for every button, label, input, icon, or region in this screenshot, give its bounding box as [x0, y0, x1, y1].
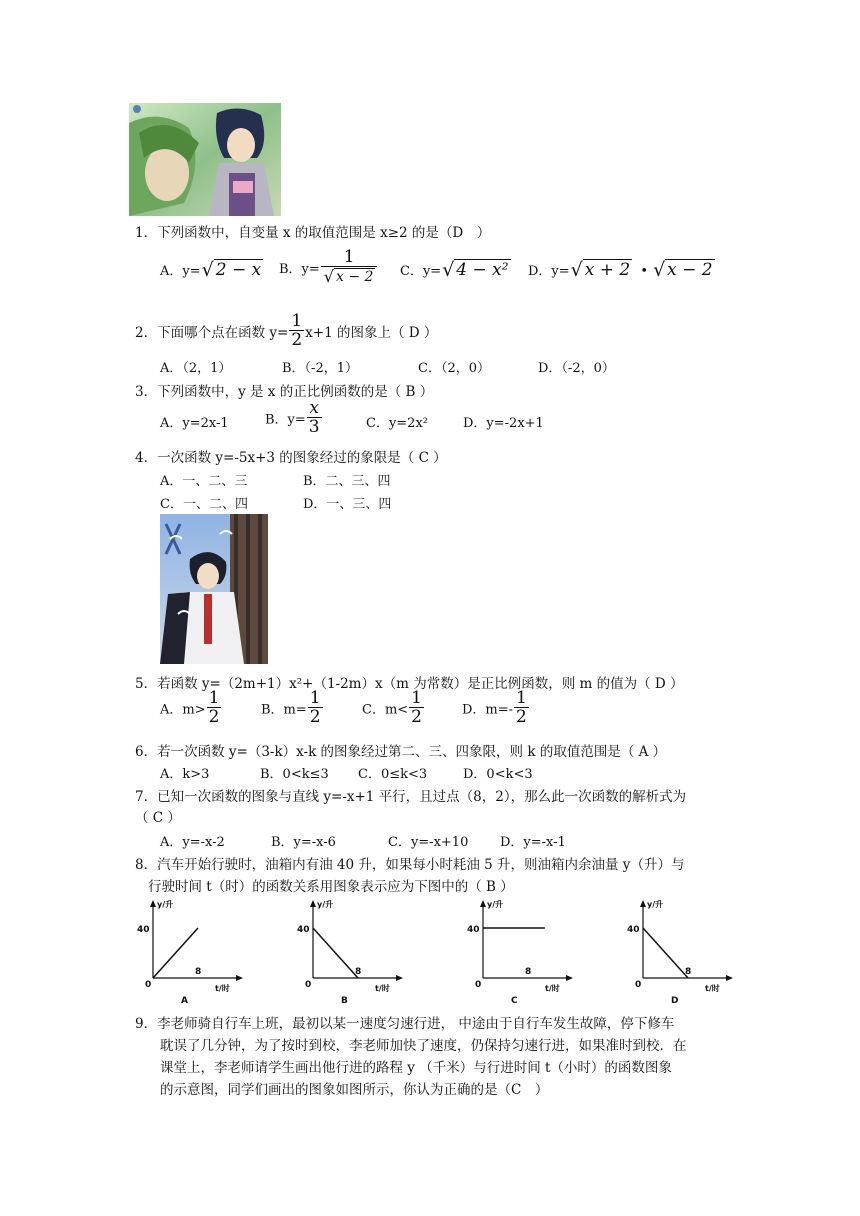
graph-D-x-arrow: [726, 975, 733, 981]
q7-option-a: A．y=-x-2: [160, 835, 225, 850]
anime-illustration-2: [160, 514, 268, 664]
q6-option-c: C．0≤k<3: [358, 767, 428, 782]
graph-B-x-arrow: [396, 975, 403, 981]
q2-option-b: B．（-2，1）: [282, 361, 358, 376]
q1-option-d: D．y=√ x + 2 • √ x − 2: [528, 259, 713, 281]
graph-B-origin: 0: [305, 980, 312, 990]
question-2: 2．下面哪个点在函数 y= $\frac{1}{2}$ x+1 的图象上（ D ）: [135, 311, 438, 350]
question-5: 5．若函数 y=（2m+1）x²+（1-2m）x（m 为常数）是正比例函数，则 m 的值为（ D ）: [135, 676, 684, 692]
q5-option-a: A．m> $\frac{1}{2}$: [160, 688, 220, 727]
graph-A-line: [153, 928, 198, 978]
question-8-line-2: 行驶时间 t（时）的函数关系用图象表示应为下图中的（ B ）: [148, 879, 514, 895]
graph-B-y-arrow: [310, 900, 316, 907]
graph-D-line: [643, 928, 688, 978]
q3-option-c: C．y=2x²: [366, 416, 428, 431]
question-9-line-1: 9．李老师骑自行车上班，最初以某一速度匀速行进， 中途由于自行车发生故障，停下修车: [135, 1016, 675, 1032]
graph-C-panel-label: C: [511, 996, 518, 1006]
graph-B-x-label: t/时: [375, 984, 390, 993]
graph-C-x-tick: 8: [525, 967, 532, 977]
graph-B-y-label: y/升: [317, 900, 334, 909]
q2-option-d: D．（-2，0）: [538, 361, 615, 376]
question-6: 6．若一次函数 y=（3-k）x-k 的图象经过第二、三、四象限，则 k 的取值范围是（ A ）: [135, 744, 667, 760]
graph-D-panel-label: D: [671, 996, 679, 1006]
graph-A-y-label: y/升: [157, 900, 174, 909]
q1-option-b: B．y= $\frac{1}{√ x - 2}$: [279, 249, 378, 286]
anime-illustration-1: [129, 103, 281, 216]
q3-option-d: D．y=-2x+1: [463, 416, 544, 431]
graph-B-line: [313, 928, 358, 978]
q3-option-b: B．y= $\frac{x}{3}$: [265, 398, 320, 437]
q5-option-c: C．m< $\frac{1}{2}$: [362, 688, 422, 727]
graph-B-x-tick: 8: [355, 967, 362, 977]
q5-option-d: D．m=- $\frac{1}{2}$: [462, 688, 527, 727]
q4-option-c: C．一、二、四: [160, 497, 248, 512]
q3-option-a: A．y=2x-1: [160, 416, 229, 431]
question-9-line-3: 课堂上，李老师请学生画出他行进的路程 y （千米）与行进时间 t（小时）的函数图象: [160, 1060, 672, 1076]
graph-A-x-arrow: [236, 975, 243, 981]
question-7-line-2: （ C ）: [135, 810, 181, 826]
q4-option-d: D．一、三、四: [303, 497, 392, 512]
graph-C-y-label: y/升: [487, 900, 504, 909]
q7-option-d: D．y=-x-1: [500, 835, 566, 850]
graph-C-origin: 0: [475, 980, 482, 990]
graph-C-x-label: t/时: [545, 984, 560, 993]
graph-A-x-tick: 8: [195, 967, 202, 977]
graph-C-y-arrow: [480, 900, 486, 907]
question-3: 3．下列函数中，y 是 x 的正比例函数的是（ B ）: [135, 384, 434, 400]
question-1: 1．下列函数中，自变量 x 的取值范围是 x≥2 的是（D ）: [135, 225, 491, 241]
graph-A-y-tick: 40: [137, 925, 150, 935]
question-7-line-1: 7．已知一次函数的图象与直线 y=-x+1 平行，且过点（8，2），那么此一次函数的解析式为: [135, 789, 687, 805]
question-9-line-4: 的示意图，同学们画出的图象如图所示，你认为正确的是（C ）: [160, 1082, 549, 1098]
q7-option-b: B．y=-x-6: [271, 835, 336, 850]
q7-option-c: C．y=-x+10: [388, 835, 469, 850]
graph-D-y-tick: 40: [627, 925, 640, 935]
graph-A-origin: 0: [145, 980, 152, 990]
graph-D-y-label: y/升: [647, 900, 664, 909]
graph-C-x-arrow: [566, 975, 573, 981]
q1-option-a: A．y=√ 2 − x: [160, 259, 262, 281]
graph-A-panel-label: A: [181, 996, 188, 1006]
graph-B-panel-label: B: [341, 996, 348, 1006]
q6-option-d: D．0<k<3: [463, 767, 533, 782]
question-8-line-1: 8．汽车开始行驶时，油箱内有油 40 升，如果每小时耗油 5 升，则油箱内余油量 y（升）与: [135, 857, 685, 873]
question-9-line-2: 耽误了几分钟，为了按时到校，李老师加快了速度，仍保持匀速行进，如果准时到校．在: [160, 1038, 687, 1054]
q1-option-c: C．y=√ 4 − x²: [400, 259, 509, 281]
q8-graphs: [125, 896, 745, 1008]
graph-D-origin: 0: [635, 980, 642, 990]
graph-A-x-label: t/时: [215, 984, 230, 993]
q6-option-b: B．0<k≤3: [260, 767, 329, 782]
q4-option-a: A．一、二、三: [160, 474, 248, 489]
graph-C-y-tick: 40: [467, 925, 480, 935]
graph-D-x-tick: 8: [685, 967, 692, 977]
graph-B-y-tick: 40: [297, 925, 310, 935]
q6-option-a: A．k>3: [160, 767, 210, 782]
graph-D-y-arrow: [640, 900, 646, 907]
q2-option-c: C．（2，0）: [418, 361, 490, 376]
question-4: 4．一次函数 y=-5x+3 的图象经过的象限是（ C ）: [135, 450, 447, 466]
graph-D-x-label: t/时: [705, 984, 720, 993]
q5-option-b: B．m= $\frac{1}{2}$: [261, 688, 321, 727]
q2-option-a: A．（2，1）: [160, 361, 232, 376]
q4-option-b: B．二、三、四: [303, 474, 391, 489]
graph-A-y-arrow: [150, 900, 156, 907]
